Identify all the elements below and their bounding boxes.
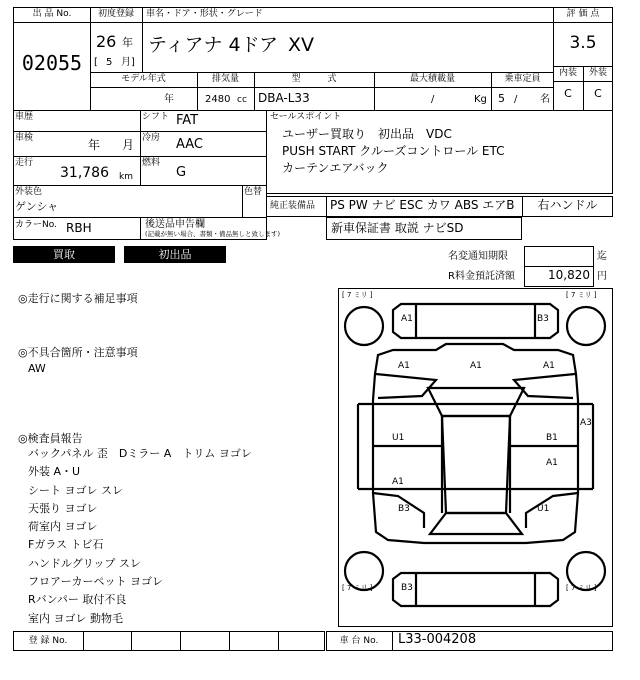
mileage-unit: km	[119, 172, 133, 182]
inspection-label: 車検	[15, 133, 34, 143]
lot-number: 02055	[21, 51, 83, 75]
mark-front-door-right: B1	[546, 433, 558, 443]
mark-quarter-left: B3	[398, 504, 410, 514]
equipment-items: PS PW ナビ ESC カワ ABS エアB	[330, 198, 515, 212]
mark-hood: A1	[470, 361, 482, 371]
mark-front-door-left: U1	[392, 433, 405, 443]
shift: FAT	[176, 113, 199, 128]
aircon: AAC	[176, 137, 203, 152]
inspector-line-9: Rバンパー 取付不良	[28, 593, 127, 606]
color-no: RBH	[66, 221, 92, 235]
max-load-label: 最大積載量	[409, 74, 455, 84]
tire-depth-rear-left: [ 7 ミリ ]	[342, 584, 373, 592]
deadline-box	[524, 246, 594, 267]
color-change-label: 色替	[244, 187, 263, 197]
rear-bumper-icon	[393, 573, 558, 606]
front-bumper-icon	[393, 304, 558, 338]
first-registration-month: 5	[106, 57, 113, 68]
model-type: DBA-L33	[258, 91, 310, 105]
inspector-line-8: フロアーカーペット ヨゴレ	[28, 575, 163, 588]
sales-point-label: セールスポイント	[270, 112, 342, 122]
year-unit: 年	[122, 36, 133, 49]
tire-depth-front-left: [ 7 ミリ ]	[342, 291, 373, 299]
color-no-label: カラーNo.	[15, 220, 57, 230]
capacity-label: 乗車定員	[504, 74, 541, 84]
inspector-line-3: シート ヨゴレ スレ	[28, 484, 123, 497]
model-year-label: モデル年式	[121, 74, 166, 84]
displacement-unit: cc	[237, 95, 247, 105]
capacity: 5	[498, 92, 505, 105]
displacement: 2480	[205, 94, 231, 105]
warranty: 新車保証書 取説 ナビSD	[331, 221, 464, 235]
inspector-line-6: Fガラス トビ石	[28, 538, 104, 551]
tire-depth-rear-right: [ 7 ミリ ]	[566, 584, 597, 592]
capacity-unit: 名	[540, 94, 550, 105]
capacity-sep: /	[514, 94, 518, 105]
mark-rear-door-right: A1	[546, 458, 558, 468]
color: ゲンシャ	[15, 200, 59, 213]
max-load-unit: Kg	[474, 94, 487, 105]
first-registration-year: 26	[96, 32, 117, 51]
fuel-label: 燃料	[142, 158, 161, 168]
inspection-year: 年	[88, 138, 101, 152]
defects-label: ◎不具合箇所・注意事項	[18, 346, 138, 359]
inspection-month: 月	[122, 138, 135, 152]
month-open: [	[94, 57, 98, 68]
grade: XV	[288, 34, 315, 56]
steering: 右ハンドル	[537, 198, 598, 212]
recycle-label: R料金預託済額	[448, 271, 515, 282]
car-name-label: 車名・ドア・形状・グレード	[146, 9, 263, 19]
delivery-note: (記載が無い場合、書類・備品無しと致します)	[145, 230, 281, 238]
model-year-unit: 年	[164, 94, 174, 105]
fuel: G	[176, 165, 187, 180]
interior-grade: C	[564, 87, 572, 100]
deadline-label: 名変通知期限	[448, 251, 508, 262]
inspector-line-10: 室内 ヨゴレ 動物毛	[28, 612, 123, 625]
rating-label: 評 価 点	[566, 9, 600, 19]
lot-number-label: 出 品 No.	[32, 9, 72, 19]
tire-depth-front-right: [ 7 ミリ ]	[566, 291, 597, 299]
buy-button[interactable]: 買取	[13, 246, 115, 263]
displacement-label: 排気量	[211, 74, 239, 84]
car-diagram	[338, 288, 613, 627]
aircon-label: 冷房	[142, 133, 161, 143]
defects: AW	[28, 362, 46, 375]
recycle-amount: 10,820	[548, 268, 590, 282]
mark-front-bumper-right: B3	[537, 314, 549, 324]
roof-icon	[442, 416, 510, 513]
interior-label: 内装	[558, 68, 577, 78]
mark-fender-right: A1	[543, 361, 555, 371]
color-label: 外装色	[15, 187, 43, 197]
max-load-sep: /	[431, 94, 435, 105]
registration-label: 登 録 No.	[28, 636, 68, 646]
mark-fender-left: A1	[398, 361, 410, 371]
tire-front-right-icon	[567, 307, 605, 345]
inspector-line-7: ハンドルグリップ スレ	[28, 557, 141, 570]
exterior-grade: C	[594, 87, 602, 100]
equipment-label: 純正装備品	[270, 201, 316, 211]
type-label: 型 式	[291, 74, 337, 84]
chassis-number: L33-004208	[398, 632, 477, 647]
rear-window-icon	[430, 513, 522, 534]
exterior-label: 外装	[588, 68, 607, 78]
inspector-line-5: 荷室内 ヨゴレ	[28, 520, 98, 533]
inspector-line-2: 外装 A・U	[28, 465, 81, 478]
mileage-label: 走行	[15, 158, 34, 168]
driving-remarks-label: ◎走行に関する補足事項	[18, 292, 138, 305]
shift-label: シフト	[142, 112, 170, 122]
delivery-label: 後送品申告欄	[145, 219, 205, 230]
inspector-label: ◎検査員報告	[18, 432, 83, 445]
mark-roof-side-right: A3	[580, 418, 592, 428]
chassis-label: 車 台 No.	[339, 636, 379, 646]
month-close: 月]	[121, 57, 135, 68]
first-registration-label: 初度登録	[97, 9, 134, 19]
mark-rear-door-left: A1	[392, 477, 404, 487]
sales-point-line-3: カーテンエアバック	[282, 161, 389, 175]
mark-quarter-right: U1	[537, 504, 550, 514]
inspector-line-4: 天張り ヨゴレ	[28, 502, 98, 515]
mark-front-bumper-left: A1	[401, 314, 413, 324]
mileage: 31,786	[60, 165, 109, 181]
sales-point-line-1: ユーザー買取り 初出品 VDC	[282, 127, 452, 141]
rating: 3.5	[569, 33, 597, 53]
history-label: 車歴	[15, 112, 34, 122]
car-name: ティアナ 4ドア	[148, 34, 279, 56]
recycle-unit: 円	[597, 271, 607, 282]
mark-rear-bumper: B3	[401, 583, 413, 593]
tire-front-left-icon	[345, 307, 383, 345]
windshield-icon	[428, 388, 524, 416]
first-listing-button[interactable]: 初出品	[124, 246, 226, 263]
inspector-line-1: バックパネル 歪 Dミラー A トリム ヨゴレ	[28, 447, 252, 460]
deadline-unit: 迄	[597, 251, 607, 262]
sales-point-line-2: PUSH START クルーズコントロール ETC	[282, 144, 505, 158]
